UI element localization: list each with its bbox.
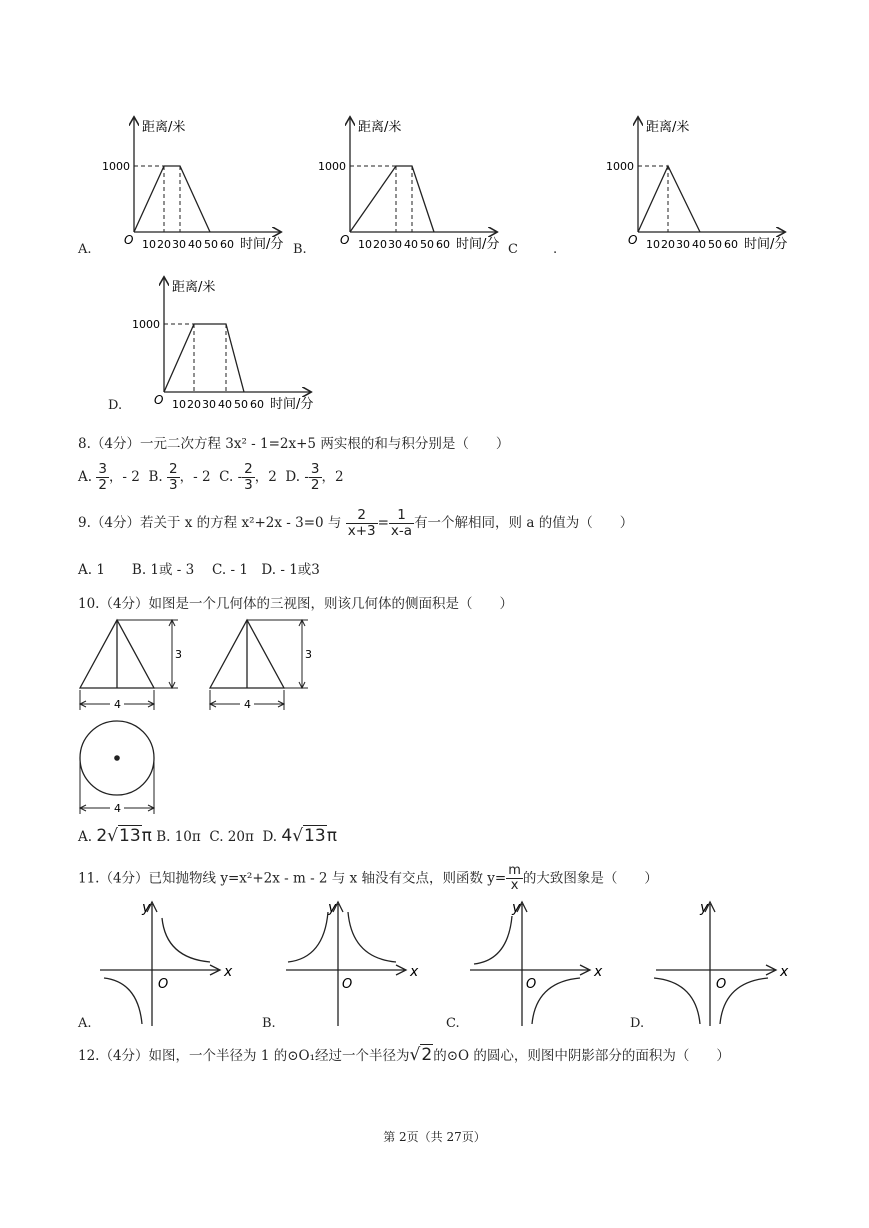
origin-label: O	[124, 233, 134, 247]
svg-text:40: 40	[404, 238, 418, 251]
q7-option-c-dot: .	[553, 242, 558, 257]
q7-option-b: B.	[293, 242, 307, 257]
svg-text:10: 10	[646, 238, 660, 251]
svg-text:50: 50	[420, 238, 434, 251]
q7-graph-d	[130, 272, 325, 412]
svg-text:y: y	[142, 900, 151, 916]
svg-text:40: 40	[692, 238, 706, 251]
q8-option-d-fraction: $\frac{3}{2}$	[310, 461, 320, 493]
q8-option-a-fraction: $\frac{3}{2}$	[98, 461, 107, 493]
svg-text:30: 30	[202, 398, 216, 411]
svg-text:距离/米: 距离/米	[358, 120, 402, 135]
q11-graph-d	[652, 898, 802, 1030]
svg-text:O: O	[158, 977, 169, 992]
svg-text:4: 4	[114, 698, 121, 711]
svg-text:10: 10	[172, 398, 186, 411]
q11-option-b: B.	[262, 1016, 276, 1031]
q12-sqrt: √2	[409, 1045, 433, 1065]
q8-option-b-fraction: $\frac{2}{3}$	[169, 461, 178, 493]
q7-option-a: A.	[78, 242, 92, 257]
svg-text:O: O	[716, 977, 727, 992]
y-tick-1000: 1000	[102, 160, 130, 173]
svg-text:30: 30	[172, 238, 186, 251]
q7-option-d: D.	[108, 398, 123, 413]
svg-text:O: O	[526, 977, 537, 992]
svg-text:1000: 1000	[318, 160, 346, 173]
q10-stem: 10.（4分）如图是一个几何体的三视图，则该几何体的侧面积是（ ）	[78, 596, 514, 612]
q9-options: A. 1 B. 1或 - 3 C. - 1 D. - 1或3	[78, 562, 320, 578]
svg-text:x: x	[410, 964, 419, 980]
svg-text:20: 20	[157, 238, 171, 251]
q11-option-c: C.	[446, 1016, 460, 1031]
q8-options: A. $\frac{3}{2}$ ，- 2 B. $\frac{2}{3}$ ，- 2 C. - $\frac{2}{3}$ ，2 D. - $\frac{3}{2}$ ，2	[78, 461, 344, 493]
svg-text:50: 50	[708, 238, 722, 251]
svg-text:距离/米: 距离/米	[646, 120, 690, 135]
svg-text:3: 3	[305, 648, 312, 661]
svg-text:40: 40	[188, 238, 202, 251]
q10-options: A. 2√13π B. 10π C. 20π D. 4√13π	[78, 826, 337, 846]
q7-graph-c	[604, 112, 799, 252]
y-axis-label: 距离/米	[142, 120, 186, 135]
svg-text:60: 60	[250, 398, 264, 411]
q12-stem: 12.（4分）如图，一个半径为 1 的⊙O₁经过一个半径为√2的⊙O 的圆心，则图中阴影部分的面积为（ ）	[78, 1045, 730, 1065]
svg-text:10: 10	[358, 238, 372, 251]
q11-stem: 11.（4分）已知抛物线 y=x²+2x - m - 2 与 x 轴没有交点，则函数 y= $\frac{m}{x}$ 的大致图象是（ ）	[78, 863, 658, 894]
svg-text:20: 20	[661, 238, 675, 251]
q10-option-d-expr: 4√13π	[281, 826, 337, 846]
svg-text:x: x	[780, 964, 789, 980]
q10-front-view	[74, 616, 194, 716]
svg-text:10: 10	[142, 238, 156, 251]
svg-text:3: 3	[175, 648, 182, 661]
svg-text:60: 60	[436, 238, 450, 251]
svg-text:20: 20	[187, 398, 201, 411]
svg-text:距离/米: 距离/米	[172, 280, 216, 295]
svg-text:O: O	[342, 977, 353, 992]
svg-text:y: y	[512, 900, 521, 916]
x-axis-label: 时间/分	[240, 237, 284, 252]
page-footer: 第 2页（共 27页）	[383, 1130, 486, 1144]
q11-option-a: A.	[78, 1016, 92, 1031]
svg-text:20: 20	[373, 238, 387, 251]
svg-text:50: 50	[204, 238, 218, 251]
q11-graph-c	[466, 898, 616, 1030]
q8-option-c-fraction: $\frac{2}{3}$	[244, 461, 253, 493]
svg-text:时间/分: 时间/分	[270, 397, 314, 412]
svg-text:O: O	[154, 393, 164, 407]
svg-text:O: O	[628, 233, 638, 247]
svg-text:30: 30	[676, 238, 690, 251]
q10-top-view	[74, 720, 174, 820]
svg-text:60: 60	[724, 238, 738, 251]
svg-text:60: 60	[220, 238, 234, 251]
q10-side-view	[204, 616, 324, 716]
q7-graph-b	[316, 112, 511, 252]
svg-text:40: 40	[218, 398, 232, 411]
svg-text:4: 4	[244, 698, 251, 711]
svg-text:时间/分: 时间/分	[456, 237, 500, 252]
svg-text:50: 50	[234, 398, 248, 411]
q9-fraction-2: $\frac{1}{x-a}$	[390, 507, 413, 539]
svg-text:x: x	[224, 964, 233, 980]
q7-graph-a	[100, 112, 295, 252]
q11-graph-a	[96, 898, 246, 1030]
q9-stem: 9.（4分）若关于 x 的方程 x²+2x - 3=0 与 $\frac{2}{x+3}$ = $\frac{1}{x-a}$ 有一个解相同，则 a 的值为（ ）	[78, 507, 634, 539]
svg-text:y: y	[328, 900, 337, 916]
q11-graph-b	[282, 898, 432, 1030]
q9-fraction-1: $\frac{2}{x+3}$	[347, 507, 376, 539]
svg-text:时间/分: 时间/分	[744, 237, 788, 252]
q11-option-d: D.	[630, 1016, 645, 1031]
q10-option-a-expr: 2√13π	[96, 826, 152, 846]
svg-text:4: 4	[114, 802, 121, 815]
q11-fraction: $\frac{m}{x}$	[508, 863, 521, 894]
svg-text:x: x	[594, 964, 603, 980]
svg-text:y: y	[700, 900, 709, 916]
svg-text:30: 30	[388, 238, 402, 251]
q8-stem: 8.（4分）一元二次方程 3x² - 1=2x+5 两实根的和与积分别是（ ）	[78, 436, 510, 452]
svg-text:1000: 1000	[606, 160, 634, 173]
svg-text:O: O	[340, 233, 350, 247]
svg-text:1000: 1000	[132, 318, 160, 331]
q7-option-c: C	[508, 242, 518, 257]
